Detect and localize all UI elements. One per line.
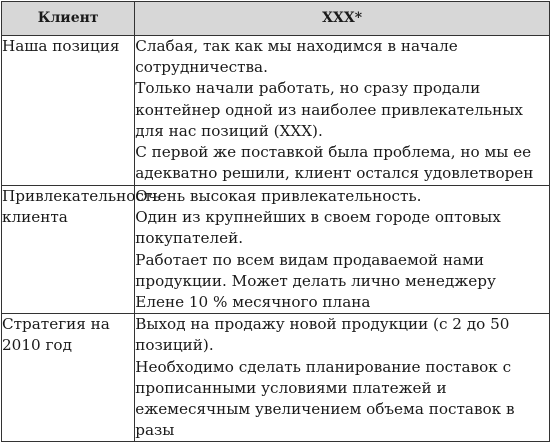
row-label-text: Стратегия на 2010 год (2, 315, 110, 355)
paragraph: Необходимо сделать планирование поставок с прописанными условиями платежей и ежемесячным увеличением объема поставок в разы (135, 357, 515, 440)
paragraph: Очень высокая привлекательность. (135, 187, 422, 205)
row-label (2, 314, 135, 442)
header-client-name: XXX* (135, 2, 550, 36)
row-label (2, 186, 161, 314)
row-value (135, 36, 550, 186)
row-label-text: Привлекательность клиента (2, 187, 161, 227)
paragraph: Один из крупнейших в своем городе оптовых покупателей. (135, 208, 501, 248)
paragraph: Работает по всем видам продаваемой нами продукции. Может делать лично менеджеру Елене 10 % месячного плана (135, 250, 496, 312)
client-table (1, 1, 550, 442)
paragraph: Только начали работать, но сразу продали контейнер одной из наиболее привлекательных для нас позиций (XXX). (135, 79, 523, 140)
table-header-row (2, 2, 550, 36)
row-label-text: Наша позиция (2, 37, 120, 55)
table-row-our-position (2, 36, 550, 186)
row-value (135, 186, 550, 314)
paragraph: Выход на продажу новой продукции (с 2 до 50 позиций). (135, 315, 510, 355)
header-client: Клиент (2, 2, 135, 36)
table-row-client-attractiveness (2, 186, 550, 314)
paragraph: Слабая, так как мы находимся в начале сотрудничества. (135, 37, 458, 77)
row-value (135, 314, 550, 442)
paragraph: С первой же поставкой была проблема, но мы ее адекватно решили, клиент остался удовлетворен (135, 143, 534, 183)
row-label (2, 36, 135, 186)
table-row-strategy (2, 314, 550, 442)
